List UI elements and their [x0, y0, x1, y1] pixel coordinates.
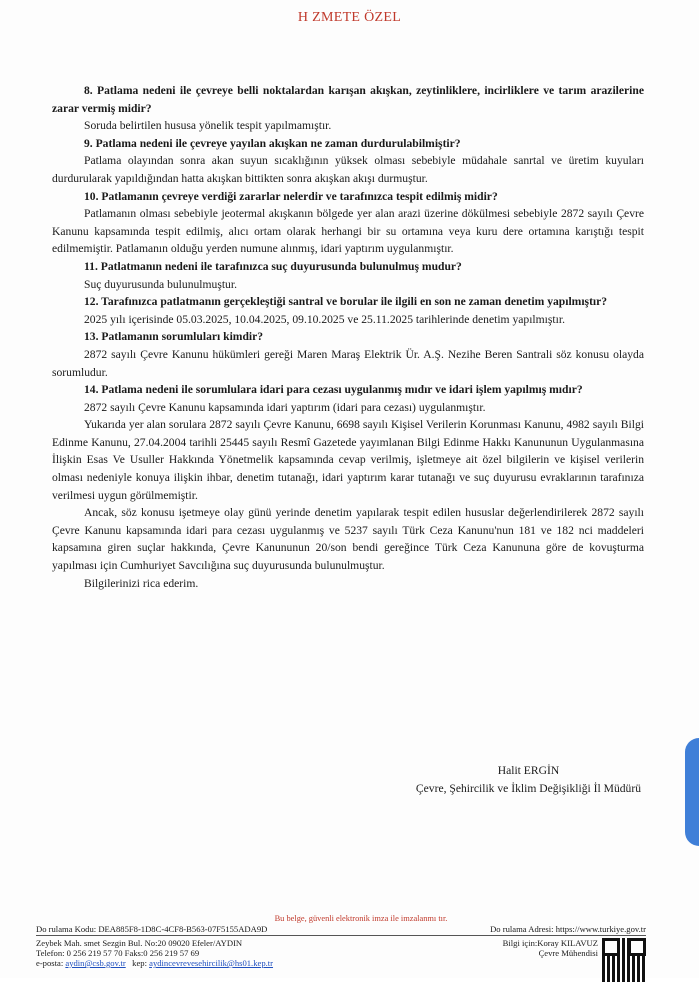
verification-code	[36, 924, 267, 934]
verification-code-value: DEA885F8-1D8C-4CF8-B563-07F5155ADA9D	[98, 924, 268, 934]
answer-paragraph: Patlama olayından sonra akan suyun sıcaklığının yüksek olması sebebiyle müdahale sanrtal ve üretim kuyuları durdurularak yapıldığından hatta akışkan bittikten sonra akışkan akışı durmuştur.	[52, 154, 644, 185]
question-paragraph: 10. Patlamanın çevreye verdiği zararlar nelerdir ve tarafınızca tespit edilmiş midir?	[84, 189, 498, 203]
classification-header: H ZMETE ÖZEL	[297, 10, 402, 25]
phone-line: Telefon: 0 256 219 57 70 Faks:0 256 219 57 69	[36, 948, 200, 958]
e-signature-notice: Bu belge, güvenli elektronik imza ile imzalanmı tır.	[274, 914, 448, 923]
question-paragraph: 13. Patlamanın sorumluları kimdir?	[84, 330, 264, 344]
answer-paragraph: Suç duyurusunda bulunulmuştur.	[84, 277, 237, 291]
contact-role: Çevre Mühendisi	[538, 948, 598, 958]
answer-paragraph: 2872 sayılı Çevre Kanunu hükümleri gereği Maren Maraş Elektrik Ür. A.Ş. Nezihe Beren Santrali söz konusu olayda sorumludur.	[52, 347, 644, 379]
answer-paragraph: Ancak, söz konusu işetmeye olay günü yerinde denetim yapılarak tespit edilen hususlar değerlendirilerek 2872 sayılı Çevre Kanunu kapsamında idari para cezası uygulanmış ve 5237 sayılı Türk Ceza Kanunu'nun 181 ve 182 nci maddeleri kapsamına giren suçlar hakkında, Çevre Kanununun 20/son bendi gereğince Türk Ceza Kanununa göre de kovuşturma yapılması için Cumhuriyet Savcılığına suç duyurusunda bulunulmuştur.	[52, 506, 644, 573]
email-link[interactable]: aydin@csb.gov.tr	[65, 958, 126, 968]
answer-paragraph: 2872 sayılı Çevre Kanunu kapsamında idari yaptırım (idari para cezası) uygulanmıştır.	[84, 400, 486, 414]
kep-link[interactable]: aydincevrevesehircilik@hs01.kep.tr	[149, 958, 274, 968]
kep-label: kep:	[132, 958, 147, 968]
answer-paragraph: 2025 yılı içerisinde 05.03.2025, 10.04.2025, 09.10.2025 ve 25.11.2025 tarihlerinde denetim yapılmıştır.	[84, 312, 565, 326]
question-paragraph: 12. Tarafınızca patlatmanın gerçekleştiği santral ve borular ile ilgili en son ne zaman denetim yapılmıştır?	[84, 295, 608, 309]
document-body	[52, 82, 644, 592]
question-paragraph: 14. Patlama nedeni ile sorumlulara idari para cezası uygulanmış mıdır ve idari işlem yapılmış mıdır?	[84, 383, 583, 397]
verification-code-label: Do rulama Kodu:	[36, 924, 97, 934]
question-paragraph: 11. Patlatmanın nedeni ile tarafınızca suç duyurusunda bulunulmuş mudur?	[84, 259, 462, 273]
scroll-side-tab[interactable]	[685, 738, 699, 846]
question-paragraph: 9. Patlama nedeni ile çevreye yayılan akışkan ne zaman durdurulabilmiştir?	[84, 136, 461, 150]
contact-row	[36, 938, 646, 982]
verification-row	[36, 924, 646, 936]
answer-paragraph: Bilgilerinizi rica ederim.	[84, 576, 199, 590]
answer-paragraph: Soruda belirtilen hususa yönelik tespit yapılmamıştır.	[84, 119, 332, 133]
signatory-name: Halit ERGİN	[497, 764, 560, 777]
signature-block	[416, 762, 641, 798]
info-block	[503, 938, 646, 982]
address-line: Zeybek Mah. smet Sezgin Bul. No:20 09020 Efeler/AYDIN	[36, 938, 243, 948]
signatory-title: Çevre, Şehircilik ve İklim Değişikliği İl Müdürü	[415, 782, 641, 795]
verification-address: Do rulama Adresi: https://www.turkiye.gov.tr	[490, 924, 646, 934]
email-line	[36, 958, 396, 968]
email-label: e-posta:	[36, 958, 64, 968]
question-paragraph: 8. Patlama nedeni ile çevreye belli noktalardan karışan akışkan, zeytinliklere, incirliklere ve tarım arazilerine zarar vermiş midir?	[52, 84, 644, 115]
contact-person: Bilgi için:Koray KILAVUZ	[502, 938, 598, 948]
document-footer	[36, 914, 646, 982]
qr-code-icon	[602, 938, 646, 982]
answer-paragraph: Patlamanın olması sebebiyle jeotermal akışkanın bölgede yer alan arazi üzerine dökülmesi sebebiyle 2872 sayılı Çevre Kanunu kapsamında tespit edilmiş, alıcı ortam olarak herhangi bir su ortamına veya kuru dere ortamına karıştığı tespit edilmemiştir. Patlamanın olduğu yerden numune alınmış, idari yaptırım uygulanmıştır.	[52, 207, 644, 256]
address-block	[36, 938, 396, 982]
answer-paragraph: Yukarıda yer alan sorulara 2872 sayılı Çevre Kanunu, 6698 sayılı Kişisel Verilerin Korunması Kanunu, 4982 sayılı Bilgi Edinme Kanunu, 27.04.2004 tarihli 25445 sayılı Resmî Gazetede yayımlanan Bilgi Edinme Hakkı Kanununun Uygulanmasına İlişkin Esas Ve Usuller Hakkında Yönetmelik kapsamında cevap verilmiş, işletmeye ait özel bilgilerin ve kişisel verilerin olması nedeniyle konuya ilişkin ihbar, denetim tutanağı, idari yaptırım karar tutanağı ve suç duyurusu evraklarının tarafınıza verilmesi uygun görülmemiştir.	[52, 418, 644, 502]
